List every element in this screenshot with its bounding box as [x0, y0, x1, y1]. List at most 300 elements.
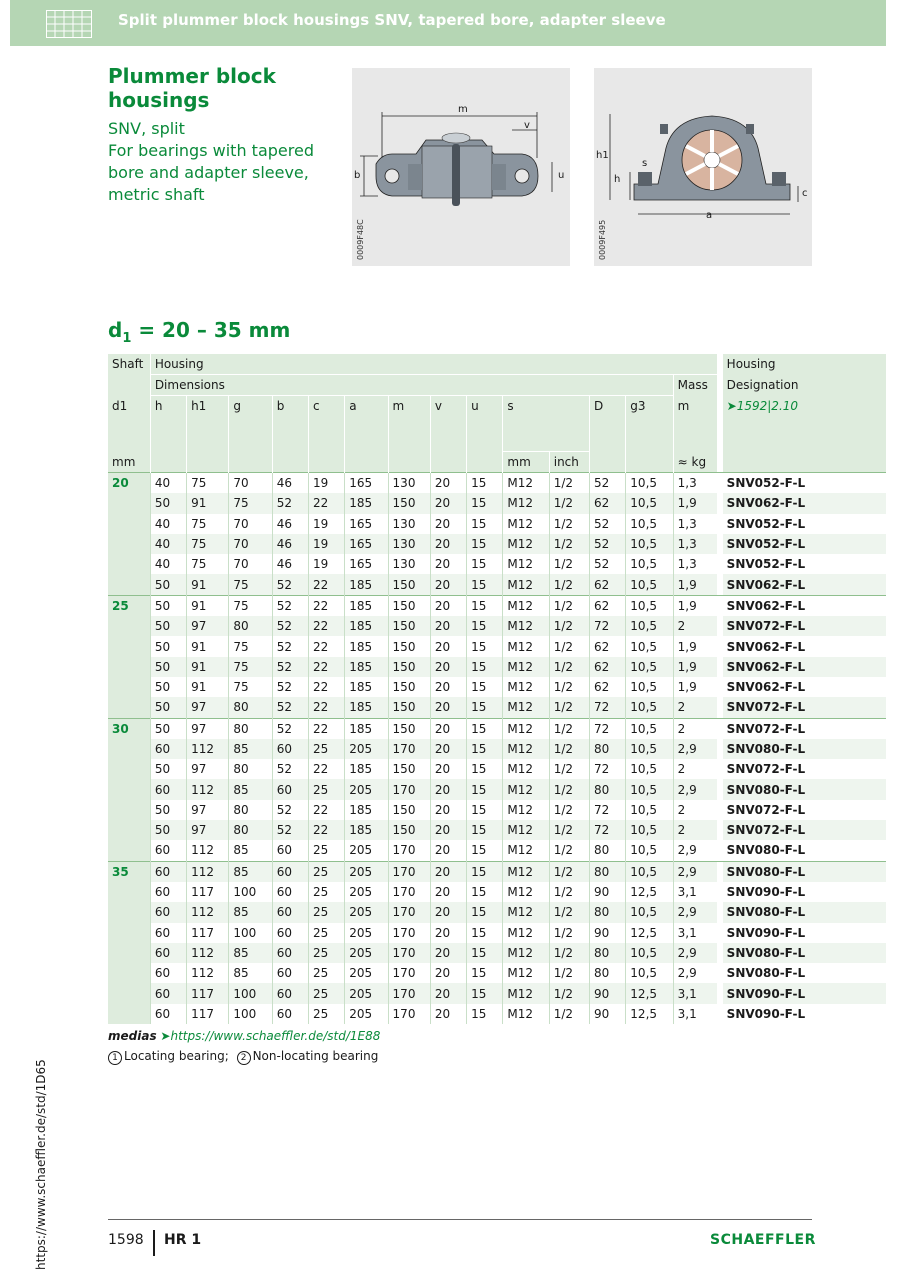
page-title: Split plummer block housings SNV, tapered bore, adapter sleeve [118, 11, 666, 29]
table-cell: 25 [308, 1004, 344, 1024]
table-cell: 52 [272, 800, 308, 820]
table-cell: 15 [467, 820, 503, 840]
table-cell: 150 [388, 800, 430, 820]
table-cell: 117 [187, 882, 229, 902]
table-cell: 1/2 [549, 902, 589, 922]
table-row [108, 1004, 886, 1024]
table-cell: 50 [150, 759, 186, 779]
table-cell: 3,1 [673, 983, 717, 1003]
table-cell: 97 [187, 800, 229, 820]
table-row [108, 718, 886, 739]
table-row [108, 861, 886, 882]
table-cell: 1/2 [549, 493, 589, 513]
table-cell: 130 [388, 534, 430, 554]
table-cell: 15 [467, 657, 503, 677]
table-cell: 185 [345, 697, 388, 718]
table-cell: 60 [272, 840, 308, 861]
table-cell: 1,3 [673, 473, 717, 494]
table-cell: 72 [590, 616, 626, 636]
table-cell: 52 [590, 473, 626, 494]
table-cell: 80 [590, 840, 626, 861]
shaft-diameter: 30 [108, 718, 150, 739]
table-cell: 10,5 [626, 657, 673, 677]
table-cell: 1/2 [549, 473, 589, 494]
table-cell: 22 [308, 759, 344, 779]
table-cell: 1/2 [549, 718, 589, 739]
table-cell: 1/2 [549, 840, 589, 861]
table-cell: 15 [467, 718, 503, 739]
housing-designation: SNV072-F-L [726, 802, 806, 817]
table-cell: 2 [673, 759, 717, 779]
table-cell: 60 [150, 861, 186, 882]
table-cell: 10,5 [626, 616, 673, 636]
side-url[interactable]: https://www.schaeffler.de/std/1D65 [34, 1059, 48, 1270]
table-cell: 70 [229, 534, 272, 554]
table-cell: 15 [467, 902, 503, 922]
table-cell: 10,5 [626, 697, 673, 718]
table-cell: 1,3 [673, 514, 717, 534]
table-cell: 1/2 [549, 554, 589, 574]
table-cell: 1,3 [673, 534, 717, 554]
table-cell: 1/2 [549, 534, 589, 554]
table-cell: 10,5 [626, 739, 673, 759]
table-cell: M12 [503, 616, 549, 636]
table-row [108, 840, 886, 861]
table-cell: 12,5 [626, 882, 673, 902]
table-cell: 1/2 [549, 595, 589, 616]
table-cell: 130 [388, 473, 430, 494]
table-cell: M12 [503, 983, 549, 1003]
table-cell: 91 [187, 493, 229, 513]
table-cell: 50 [150, 657, 186, 677]
table-cell: 20 [430, 943, 466, 963]
table-cell: 62 [590, 657, 626, 677]
table-cell: 52 [272, 574, 308, 595]
housing-designation: SNV080-F-L [723, 861, 886, 882]
table-cell: 80 [590, 902, 626, 922]
table-cell: 1/2 [549, 882, 589, 902]
table-cell: M12 [503, 657, 549, 677]
table-cell: 50 [150, 636, 186, 656]
shaft-diameter [108, 882, 150, 902]
table-cell: 1,9 [673, 657, 717, 677]
table-cell: 90 [590, 882, 626, 902]
table-cell: 75 [229, 657, 272, 677]
table-cell: 80 [590, 739, 626, 759]
table-cell: 60 [150, 840, 186, 861]
housing-designation: SNV080-F-L [723, 739, 886, 759]
shaft-diameter [108, 534, 150, 554]
table-cell: 1/2 [549, 963, 589, 983]
table-cell: 100 [229, 923, 272, 943]
housing-designation: SNV062-F-L [723, 657, 886, 677]
table-cell: 10,5 [626, 636, 673, 656]
table-cell: 50 [150, 493, 186, 513]
shaft-diameter [108, 820, 150, 840]
table-cell: 150 [388, 574, 430, 595]
table-cell: 20 [430, 963, 466, 983]
table-cell: M12 [503, 574, 549, 595]
table-cell: 52 [272, 677, 308, 697]
table-cell: M12 [503, 514, 549, 534]
table-cell: 205 [345, 739, 388, 759]
table-cell: M12 [503, 697, 549, 718]
table-cell: 52 [590, 554, 626, 574]
table-cell: 20 [430, 923, 466, 943]
housing-designation: SNV062-F-L [723, 574, 886, 595]
table-cell: 52 [590, 534, 626, 554]
table-cell: 60 [272, 923, 308, 943]
table-cell: 1,9 [673, 636, 717, 656]
table-cell: 10,5 [626, 779, 673, 799]
table-cell: 20 [430, 861, 466, 882]
table-cell: 20 [430, 657, 466, 677]
table-cell: M12 [503, 882, 549, 902]
table-cell: 1/2 [549, 759, 589, 779]
table-cell: 20 [430, 840, 466, 861]
table-cell: 112 [187, 840, 229, 861]
table-cell: 1/2 [549, 820, 589, 840]
table-cell: 15 [467, 534, 503, 554]
table-cell: 10,5 [626, 759, 673, 779]
table-cell: 52 [272, 493, 308, 513]
table-cell: 2,9 [673, 840, 717, 861]
shaft-diameter: 25 [108, 595, 150, 616]
table-cell: 50 [150, 718, 186, 739]
table-cell: 75 [229, 574, 272, 595]
table-cell: 20 [430, 636, 466, 656]
shaft-diameter [108, 902, 150, 922]
table-cell: M12 [503, 473, 549, 494]
housing-designation: SNV080-F-L [723, 943, 886, 963]
table-cell: 170 [388, 983, 430, 1003]
table-cell: 62 [590, 574, 626, 595]
table-cell: 20 [430, 677, 466, 697]
table-cell: 52 [272, 636, 308, 656]
table-cell: 40 [150, 473, 186, 494]
table-cell: 185 [345, 718, 388, 739]
table-row [108, 902, 886, 922]
table-cell: 205 [345, 983, 388, 1003]
shaft-diameter [108, 657, 150, 677]
table-cell: 12,5 [626, 983, 673, 1003]
table-cell: 170 [388, 1004, 430, 1024]
table-cell: 15 [467, 554, 503, 574]
table-cell: 20 [430, 493, 466, 513]
table-cell: 20 [430, 902, 466, 922]
table-cell: 2,9 [673, 779, 717, 799]
table-cell: 10,5 [626, 861, 673, 882]
table-cell: 205 [345, 923, 388, 943]
table-cell: 60 [272, 861, 308, 882]
table-cell: 25 [308, 983, 344, 1003]
table-cell: 185 [345, 616, 388, 636]
table-cell: 75 [229, 636, 272, 656]
table-cell: 80 [590, 779, 626, 799]
table-cell: 15 [467, 861, 503, 882]
table-cell: 60 [272, 963, 308, 983]
table-cell: 10,5 [626, 963, 673, 983]
table-grid-icon [46, 10, 92, 38]
table-row [108, 963, 886, 983]
table-cell: 62 [590, 595, 626, 616]
table-cell: 15 [467, 759, 503, 779]
table-cell: 2,9 [673, 963, 717, 983]
table-cell: 185 [345, 595, 388, 616]
dimension-label-c: c [802, 188, 808, 199]
table-cell: 25 [308, 943, 344, 963]
table-cell: 20 [430, 820, 466, 840]
table-cell: 40 [150, 514, 186, 534]
shaft-diameter [108, 616, 150, 636]
table-cell: 2,9 [673, 739, 717, 759]
table-cell: 10,5 [626, 554, 673, 574]
table-cell: 150 [388, 820, 430, 840]
table-cell: 130 [388, 514, 430, 534]
table-cell: 97 [187, 759, 229, 779]
table-cell: 205 [345, 840, 388, 861]
table-cell: 60 [150, 963, 186, 983]
table-cell: 97 [187, 718, 229, 739]
table-cell: 25 [308, 923, 344, 943]
table-cell: 60 [272, 882, 308, 902]
shaft-diameter: 35 [108, 861, 150, 882]
table-row [108, 943, 886, 963]
shaft-range-title: $d_1 = 20 - 35$ mm [108, 318, 291, 346]
figure-code: 0009F48C [356, 219, 365, 260]
table-cell: 15 [467, 739, 503, 759]
table-cell: 2,9 [673, 861, 717, 882]
housing-designation: SNV090-F-L [726, 925, 806, 940]
table-cell: 60 [150, 1004, 186, 1024]
table-cell: 80 [229, 697, 272, 718]
table-cell: 75 [187, 534, 229, 554]
table-cell: 170 [388, 943, 430, 963]
shaft-diameter [108, 923, 150, 943]
shaft-diameter [108, 739, 150, 759]
table-cell: 10,5 [626, 493, 673, 513]
table-cell: 75 [187, 473, 229, 494]
table-cell: 75 [229, 493, 272, 513]
table-cell: 19 [308, 473, 344, 494]
table-cell: 25 [308, 882, 344, 902]
col-dimensions: Dimensions [150, 375, 673, 396]
table-cell: 10,5 [626, 677, 673, 697]
table-cell: 112 [187, 963, 229, 983]
table-cell: 2 [673, 820, 717, 840]
table-cell: 150 [388, 759, 430, 779]
table-cell: 15 [467, 574, 503, 595]
housing-dimension-table: Shaft Housing Housing Dimensions Mass Designation d1 h h1 g b c a m v u s D g3 m ➤1592|2.10 mm mm inch ≈ kg 20 40 75 70 46 19 165 130 20 15 M12 1/2 52 10,5 1,3 SNV052-F-L 50 91 75 52 22 185 150 20 15 M12 1/2 62 10,5 1,9 SNV062-F-L 40 75 70 46 19 165 130 20 15 M12 1/2 52 10,5 1,3 SNV052-F-L 40 75 70 46 19 165 130 20 15 M12 1/2 52 10,5 1,3 SNV052-F-L 40 75 70 46 19 165 130 20 15 M12 1/2 52 10,5 1,3 SNV052-F-L 50 91 75 52 22 185 150 20 15 M12 1/2 62 10,5 1,9 SNV062-F-L 25 50 91 75 52 22 185 150 20 15 M12 1/2 62 10,5 1,9 SNV062-F-L 50 97 80 52 22 185 150 20 15 M12 1/2 72 10,5 2 SNV072-F-L 50 91 75 52 22 185 150 20 15 M12 1/2 62 10,5 1,9 SNV062-F-L 50 91 75 52 22 185 150 20 15 M12 1/2 62 10,5 1,9 SNV062-F-L 50 91 75 52 22 185 150 20 15 M12 1/2 62 10,5 1,9 SNV062-F-L 50 97 80 52 22 185 150 20 15 M12 1/2 72 10,5 2 SNV072-F-L 30 50 97 80 52 22 185 150 20 15 M12 1/2 72 10,5 2 SNV072-F-L 60 112 85 60 25 205 170 20 15 M12 1/2 80 10,5 2,9 SNV080-F-L 50 97 80 52 22 185 150 20 15 M12 1/2 72 10,5 2 SNV072-F-L 60 112 85 60 25 205 170 20 15 M12 1/2 80 10,5 2,9 SNV080-F-L 50 97 80 52 22 185 150 20 15 M12 1/2 72 10,5 2 SNV072-F-L 50 97 80 52 22 185 150 20 15 M12 1/2 72 10,5 2 SNV072-F-L 60 112 85 60 25 205 170 20 15 M12 1/2 80 10,5 2,9 SNV080-F-L 35 60 112 85 60 25 205 170 20 15 M12 1/2 80 10,5 2,9 SNV080-F-L 60 117 100 60 25 205 170 20 15 M12 1/2 90 12,5 3,1 SNV090-F-L 60 112 85 60 25 205 170 20 15 M12 1/2 80 10,5 2,9 SNV080-F-L 60 117 100 60 25 205 170 20 15 M12 1/2 90 12,5 3,1 SNV090-F-L 60 112 85 60 25 205 170 20 15 M12 1/2 80 10,5 2,9 SNV080-F-L 60 112 85 60 25 205 170 20 15 M12 1/2 80 10,5 2,9 SNV080-F-L 60 117 100 60 25 205 170 20 15 M12 1/2 90 12,5 3,1 SNV090-F-L 60 117 100 60 25 205 170 20 15 M12 1/2 90 12,5 3,1 SNV090-F-L [108, 354, 886, 1024]
table-cell: 91 [187, 677, 229, 697]
table-row [108, 820, 886, 840]
table-cell: 52 [272, 697, 308, 718]
table-cell: 1/2 [549, 616, 589, 636]
housing-designation: SNV052-F-L [726, 516, 806, 531]
table-cell: 80 [229, 820, 272, 840]
col-designation: Designation [723, 375, 886, 396]
table-cell: M12 [503, 534, 549, 554]
table-cell: 50 [150, 616, 186, 636]
table-row [108, 595, 886, 616]
housing-designation: SNV080-F-L [723, 902, 886, 922]
table-cell: M12 [503, 759, 549, 779]
table-cell: 1,3 [673, 554, 717, 574]
table-cell: 20 [430, 554, 466, 574]
housing-side-drawing [594, 68, 812, 266]
table-cell: 117 [187, 983, 229, 1003]
shaft-diameter [108, 636, 150, 656]
table-cell: 60 [272, 943, 308, 963]
table-cell: 150 [388, 616, 430, 636]
table-cell: 185 [345, 759, 388, 779]
housing-designation: SNV080-F-L [726, 843, 806, 858]
table-cell: 10,5 [626, 534, 673, 554]
table-cell: M12 [503, 963, 549, 983]
table-cell: 85 [229, 902, 272, 922]
table-cell: 185 [345, 800, 388, 820]
table-cell: 165 [345, 534, 388, 554]
housing-designation: SNV090-F-L [726, 885, 806, 900]
table-cell: 2 [673, 616, 717, 636]
table-cell: 60 [272, 739, 308, 759]
shaft-diameter [108, 983, 150, 1003]
table-cell: 72 [590, 759, 626, 779]
table-cell: 20 [430, 595, 466, 616]
figure-code: 0009F495 [598, 219, 607, 260]
table-cell: 10,5 [626, 514, 673, 534]
table-cell: 205 [345, 882, 388, 902]
footnote: 1 Locating bearing; 2 Non-locating bearing [108, 1049, 378, 1065]
table-cell: 60 [150, 902, 186, 922]
table-cell: 20 [430, 779, 466, 799]
table-cell: M12 [503, 554, 549, 574]
dimension-label-b: b [354, 170, 361, 181]
table-cell: 75 [187, 554, 229, 574]
table-cell: 10,5 [626, 574, 673, 595]
table-cell: M12 [503, 493, 549, 513]
table-cell: 100 [229, 1004, 272, 1024]
table-cell: 40 [150, 534, 186, 554]
shaft-diameter [108, 697, 150, 718]
table-cell: 205 [345, 963, 388, 983]
table-cell: 19 [308, 534, 344, 554]
table-cell: 20 [430, 983, 466, 1003]
table-cell: 170 [388, 840, 430, 861]
table-cell: 46 [272, 514, 308, 534]
housing-designation: SNV062-F-L [723, 595, 886, 616]
col-d1: d1 [108, 396, 150, 452]
table-cell: 117 [187, 923, 229, 943]
table-cell: 50 [150, 595, 186, 616]
table-cell: 50 [150, 820, 186, 840]
table-cell: 60 [272, 779, 308, 799]
table-cell: 80 [229, 718, 272, 739]
housing-designation: SNV072-F-L [723, 820, 886, 840]
table-cell: 150 [388, 697, 430, 718]
table-cell: M12 [503, 943, 549, 963]
table-cell: 80 [590, 861, 626, 882]
table-cell: 15 [467, 943, 503, 963]
table-cell: 62 [590, 677, 626, 697]
table-cell: 85 [229, 739, 272, 759]
housing-front-drawing [352, 68, 570, 266]
table-cell: M12 [503, 902, 549, 922]
table-cell: 15 [467, 697, 503, 718]
page-section: HR 1 [164, 1232, 202, 1248]
table-cell: 205 [345, 943, 388, 963]
table-row [108, 574, 886, 595]
table-cell: 2 [673, 697, 717, 718]
table-cell: 15 [467, 800, 503, 820]
table-cell: 2 [673, 718, 717, 739]
table-cell: 165 [345, 473, 388, 494]
shaft-diameter [108, 554, 150, 574]
table-cell: 112 [187, 861, 229, 882]
table-cell: 112 [187, 739, 229, 759]
housing-designation: SNV072-F-L [723, 697, 886, 718]
table-cell: 85 [229, 943, 272, 963]
table-cell: 46 [272, 554, 308, 574]
table-cell: M12 [503, 677, 549, 697]
table-cell: 150 [388, 718, 430, 739]
table-cell: 97 [187, 697, 229, 718]
table-cell: 170 [388, 882, 430, 902]
table-cell: M12 [503, 840, 549, 861]
table-cell: 185 [345, 574, 388, 595]
table-cell: 12,5 [626, 923, 673, 943]
table-cell: 185 [345, 493, 388, 513]
table-cell: 15 [467, 882, 503, 902]
table-cell: 91 [187, 595, 229, 616]
table-cell: 91 [187, 574, 229, 595]
table-cell: 90 [590, 923, 626, 943]
table-cell: 185 [345, 636, 388, 656]
table-cell: 22 [308, 595, 344, 616]
housing-designation: SNV072-F-L [723, 718, 886, 739]
table-cell: 80 [590, 963, 626, 983]
table-cell: 10,5 [626, 820, 673, 840]
table-cell: 50 [150, 574, 186, 595]
table-cell: 22 [308, 657, 344, 677]
table-cell: 1/2 [549, 657, 589, 677]
table-cell: 2 [673, 800, 717, 820]
housing-designation: SNV072-F-L [723, 616, 886, 636]
table-cell: 12,5 [626, 1004, 673, 1024]
table-cell: 50 [150, 697, 186, 718]
housing-designation: SNV052-F-L [726, 557, 806, 572]
table-row [108, 473, 886, 494]
housing-designation: SNV080-F-L [726, 966, 806, 981]
table-cell: 15 [467, 595, 503, 616]
housing-designation: SNV052-F-L [723, 473, 886, 494]
table-cell: 60 [150, 882, 186, 902]
table-cell: 1/2 [549, 514, 589, 534]
table-cell: 72 [590, 697, 626, 718]
table-cell: 1,9 [673, 574, 717, 595]
table-row [108, 534, 886, 554]
table-cell: 165 [345, 554, 388, 574]
table-cell: 170 [388, 902, 430, 922]
table-cell: 70 [229, 514, 272, 534]
table-cell: 52 [272, 616, 308, 636]
section-description: SNV, split For bearings with tapered bore and adapter sleeve, metric shaft [108, 119, 314, 204]
medias-link[interactable]: medias ➤https://www.schaeffler.de/std/1E88 [108, 1029, 381, 1043]
table-cell: 1,9 [673, 493, 717, 513]
table-cell: 15 [467, 1004, 503, 1024]
shaft-diameter [108, 963, 150, 983]
table-cell: 97 [187, 616, 229, 636]
